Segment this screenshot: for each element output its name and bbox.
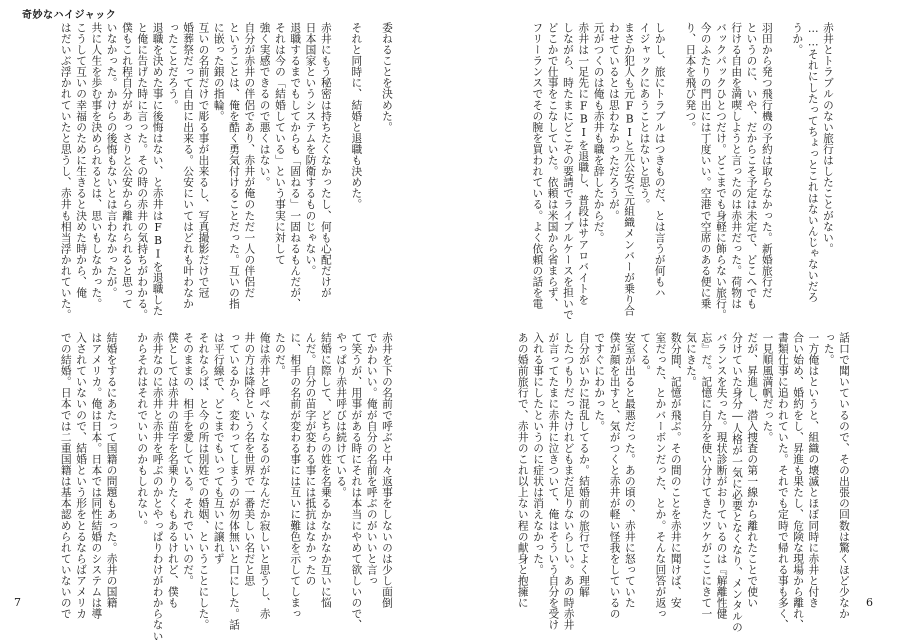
text-line: 元がつくのは俺も赤井も職を辞したからだ。 xyxy=(592,22,606,243)
text-line: 自分がいかに混乱してるか。結婚前の旅行でよく理解 xyxy=(577,332,591,598)
text-line: 俺は赤井と呼べなくなるのがなんだか寂しいと思うし、赤 xyxy=(258,332,272,620)
blank-line xyxy=(364,22,379,37)
text-line: んだ。自分の苗字が変わる事には抵抗はなかったの xyxy=(304,332,318,587)
text-line: 赤井なのに赤井と赤井を呼ぶのかとやっぱりわけがわからない xyxy=(151,332,165,641)
text-line: こうして互いの幸福のために生きると決めた時から、俺 xyxy=(75,22,89,299)
text-line: バックパックひとつだけ。どこまでも身軽に飾らない旅行。 xyxy=(714,22,728,321)
text-line: ……それにしたってちょっとこれはないんじゃないだろ xyxy=(806,22,820,303)
text-line: 退職を決めた事に後悔はない、と赤井はFBIを退職した xyxy=(151,22,165,317)
text-line: 結婚に際して、どちらの姓を名乗るかなかなか互いに悩 xyxy=(319,332,333,609)
blank-line xyxy=(775,22,790,37)
text-line: しかし、旅にトラブルはつきものだ、とは言うが何もハ xyxy=(653,22,667,299)
text-line: 赤井とトラブルのない旅行はしたことがない。 xyxy=(822,22,835,255)
text-line: 僕が顔を出すと、気がつくと赤井が軽い怪我をしているの xyxy=(608,332,622,620)
text-line: 入されていないので、結婚という形をとるならばアメリカ xyxy=(75,332,89,620)
text-line: 忘』だ。記憶に自分を使い分けてきたツケがここにきて一 xyxy=(700,332,714,620)
text-line: わせているとは思わなかっただろうが。 xyxy=(607,22,621,221)
blank-line xyxy=(334,22,349,37)
text-line: あの婚前旅行で、赤井のこれ以上ない程の献身と抱擁に xyxy=(516,332,530,609)
text-line: はアメリカ。俺は日本。日本では同性結婚のシステムは導 xyxy=(90,332,104,620)
text-line: というのに、いや、だからこそ予定は未定で、どこへでも xyxy=(745,22,759,310)
text-line: 赤井は一足先にFBIを退職し、普段はサアロバイトを xyxy=(577,22,591,306)
text-line: 退職するまでもしてからも「固ねる」一固ねるもんだが、 xyxy=(289,22,303,310)
text-line: はだいぶ浮かれていたと思うし、赤井も相当浮かれていた。 xyxy=(59,22,73,321)
text-line: 話口で聞いているので、その出張の回数は驚くほど少なか xyxy=(838,332,851,620)
text-line: 赤井にもう秘密は持ちたくなかったし、何も心配だけが xyxy=(319,22,333,299)
blank-line xyxy=(120,332,135,347)
text-line: 数分間、記憶が飛ぶ。その間のことを赤井に聞けば、安 xyxy=(669,332,683,609)
text-line: フリーランスでその腕を買われている。よく依頼の話を電 xyxy=(531,22,545,310)
text-line: に、相手の名前が変わる事には互いに難色を示してしまっ xyxy=(289,332,303,620)
text-line: 気にきた。 xyxy=(685,332,699,388)
text-line: 今のふたりの門出には丁度いい。空港で空席のある便に乗 xyxy=(699,22,713,310)
text-line: どこかで仕事をこなしていた。依頼は米国から省まらず、 xyxy=(546,22,560,310)
text-line: 書類仕事に追われていた。それでも定時で帰れる事も多く、 xyxy=(776,332,790,631)
text-line: 分けていた身分―人格が一気に必要となくなり、メンタルの xyxy=(730,332,744,633)
text-line: 互いの名前だけで彫る事が出来るし、写真撮影だけで冠 xyxy=(197,22,211,299)
text-line: 行ける自由を満喫しようと言ったのは赤井だった。荷物は xyxy=(730,22,744,310)
text-line: だが、昇進し、潜入捜査の第一線から離れたことで使い xyxy=(746,332,760,609)
text-line: 井の方は降谷という名を世界で一番美しい名だと思 xyxy=(243,332,257,587)
text-line: は平行線で、どこまでもいっても互いに譲れず xyxy=(212,332,226,565)
text-line: バランスを失った。現状診断がおりているのは『解離性健 xyxy=(715,332,729,620)
text-line: ということは、俺を酷く勇気付けることだった。互いの指 xyxy=(228,22,242,310)
left-page-top-text xyxy=(59,22,395,321)
text-line: いなかった。かけらの後悔もないとは言わなかったが。 xyxy=(105,22,119,299)
text-line: に嵌った銀の指輪。 xyxy=(212,22,226,122)
text-line: 入れる事にしたというのに症状は消えなかった。 xyxy=(532,332,546,576)
text-line: 共に人生を歩む事を決められるとは、思いもしなかった。 xyxy=(90,22,104,310)
text-line: 日本国家というシステムを防衛するものじゃない。 xyxy=(304,22,318,277)
text-line: が言ってたまに赤井に泣きついて、俺はそういう自分を受け xyxy=(547,332,561,631)
text-line: 安室が出ると最悪だった。あの頃の、赤井に怒っていた xyxy=(623,332,637,609)
text-line: したつもりだったけれどもまだ足りないらしい。あの時赤井 xyxy=(562,332,576,631)
text-line: 強く実感できるので悪くはない。 xyxy=(258,22,272,188)
text-line: った。 xyxy=(822,332,836,366)
right-page-bottom-text xyxy=(500,332,852,633)
text-line: 合い始め、婚約をし、昇進も果たし、危険な現場から離れ、 xyxy=(792,332,806,631)
text-line: ですぐにわかった。 xyxy=(593,332,607,432)
text-line: まさか犯人も元FBIと元公安で元組織メンバーが乗り合 xyxy=(623,22,637,317)
text-line: それならば、と今の所は別姓での婚姻、ということにした。 xyxy=(197,332,211,631)
text-line: うか。 xyxy=(791,22,805,56)
text-line: それと同時に、結婚と退職も決めた。 xyxy=(350,22,364,210)
right-page-top-text xyxy=(512,22,836,321)
text-line: 結婚をするにあたって国籍の問題もあった。赤井の国籍 xyxy=(105,332,119,609)
text-line: 一方俺はというと、組織の壊滅とほぼ同時に赤井と付き xyxy=(807,332,821,609)
text-line: 僕としては赤井の苗字を名乗りたくもあるけれど、僕も xyxy=(166,332,180,609)
running-header: 奇妙なハイジャック xyxy=(22,10,117,21)
text-line: 一見順風満帆だった。 xyxy=(761,332,775,443)
page-number-right: 6 xyxy=(866,596,873,609)
text-line: からそれはそれでいいのかもしれない。 xyxy=(136,332,150,531)
text-line: り、日本を飛び発つ。 xyxy=(684,22,698,133)
text-line: やっぱり赤井呼びは続けている。 xyxy=(335,332,349,498)
text-line: そのままの、相手を愛している。それでいいのだ。 xyxy=(182,332,196,587)
blank-line xyxy=(668,22,683,37)
text-line: 室だった、とかバーボンだった、とか。そんな回答が返っ xyxy=(654,332,668,620)
text-line: っているから、変わってしまうのが勿体無いと口にした。話 xyxy=(228,332,242,631)
text-line: 赤井を下の名前で呼ぶと中々返事をしないのは少し面倒 xyxy=(381,332,394,609)
text-line: て笑うが、用事がある時にそれは本当にやめて欲しいので、 xyxy=(350,332,364,631)
left-page-bottom-text xyxy=(34,332,395,641)
text-line: でかわいい。俺が自分の名前を呼ぶのがいいと言っ xyxy=(365,332,379,587)
text-line: 委ねることを決めた。 xyxy=(381,22,394,133)
text-line: しながら、時たまにどこぞの要請でライブルケースを担いで xyxy=(561,22,575,321)
text-line: 僕もこれ程自分があっさりと公安から離れられると思って xyxy=(120,22,134,310)
text-line: それは今の「結婚している」という事実に対して xyxy=(273,22,287,266)
text-line: たのだ。 xyxy=(273,332,287,377)
text-line: ったことだろう。 xyxy=(166,22,180,111)
text-line: と俺に告げた時に言った。その時の赤井の気持ちがわかる。 xyxy=(136,22,150,321)
text-line: てくる。 xyxy=(639,332,653,377)
text-line: での結婚。日本では二重国籍は基本認められていないので xyxy=(59,332,73,620)
text-line: 婚葬祭だって自由に出来る。公安にいてはどれも叶わなか xyxy=(182,22,196,310)
text-line: イジャックにあうことはないと思う。 xyxy=(638,22,652,210)
text-line: 自分が赤井の伴侶であり、赤井が俺のただ一人の伴侶だ xyxy=(243,22,257,299)
page-number-left: 7 xyxy=(14,596,21,609)
text-line: 羽田から発つ飛行機の予約は取らなかった。新婚旅行だ xyxy=(760,22,774,299)
